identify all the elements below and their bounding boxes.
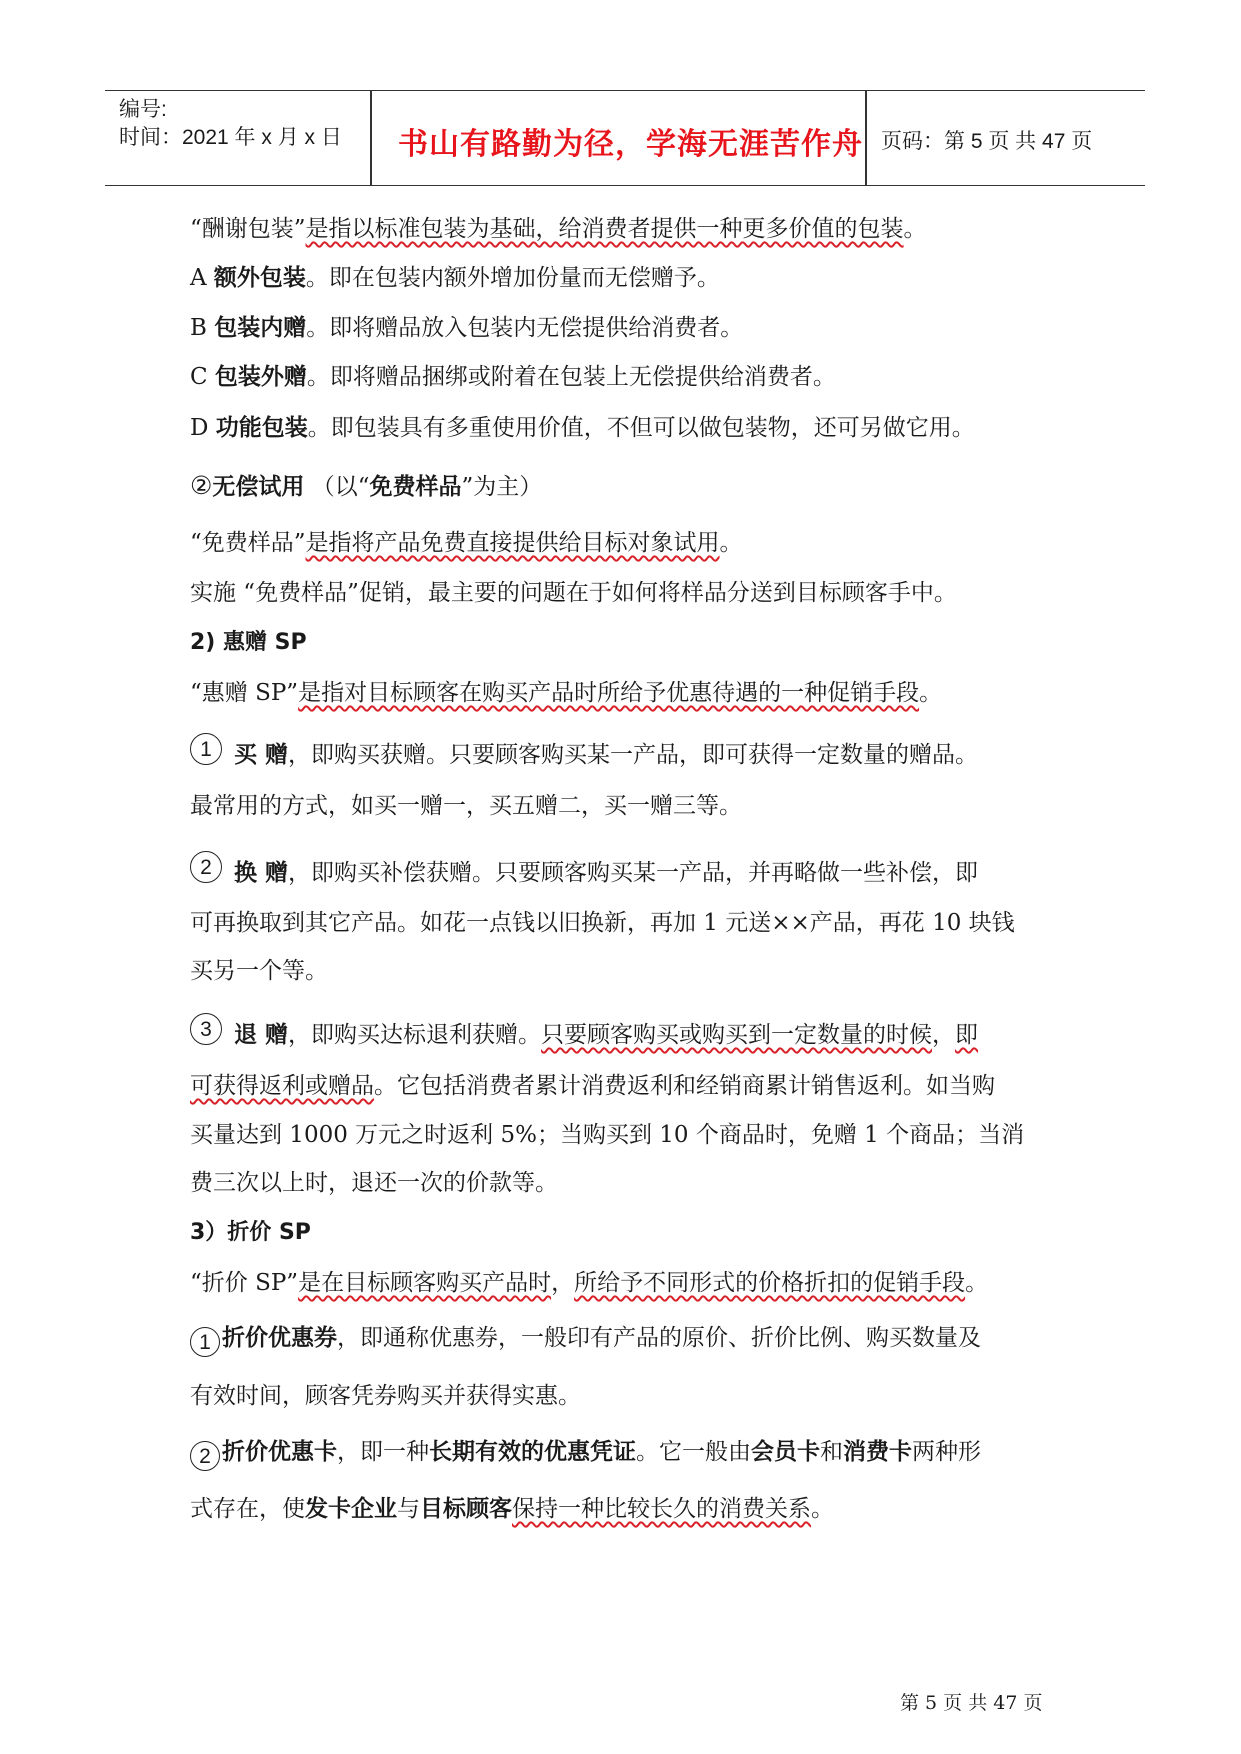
term: “酬谢包装” — [190, 216, 306, 242]
paragraph — [190, 1323, 1090, 1357]
circled-number: 1 — [190, 733, 222, 765]
paragraph — [190, 1437, 1090, 1471]
bold-term: 消费卡 — [843, 1439, 912, 1465]
term: “折价 SP” — [190, 1270, 299, 1296]
paragraph — [190, 733, 1090, 770]
term: “免费样品” — [190, 530, 306, 556]
bold-term: 长期有效的优惠凭证 — [429, 1439, 636, 1465]
text: ， — [932, 1022, 956, 1048]
bold-term: 买 赠 — [234, 742, 289, 768]
text: ，即通称优惠券，一般印有产品的原价、折价比例、购买数量及 — [337, 1325, 981, 1351]
underlined-text: 只要顾客购买或购买到一定数量的时候 — [541, 1022, 933, 1048]
bold-term: 发卡企业 — [305, 1496, 397, 1522]
text: A — [190, 265, 214, 291]
underlined-text: 是指以标准包装为基础，给消费者提供一种更多价值的包装 — [305, 216, 904, 242]
paragraph — [190, 313, 1090, 343]
text: ，即购买补偿获赠。只要顾客购买某一产品，并再略做一些补偿，即 — [288, 860, 979, 886]
document-number-label: 编号: — [119, 98, 167, 121]
text: 。 — [965, 1270, 989, 1296]
text: 。即将赠品捆绑或附着在包装上无偿提供给消费者。 — [306, 364, 836, 390]
paragraph: 实施 “免费样品”促销，最主要的问题在于如何将样品分送到目标顾客手中。 — [190, 580, 957, 606]
text: ”为主） — [461, 474, 543, 500]
text: 。即包装具有多重使用价值，不但可以做包装物，还可另做它用。 — [307, 415, 975, 441]
paragraph: 买量达到 1000 万元之时返利 5%；当购买到 10 个商品时，免赠 1 个商品；当消 — [190, 1122, 1025, 1148]
document-time-label: 时间：2021 年 x 月 x 日 — [119, 126, 342, 149]
text: 。即将赠品放入包装内无偿提供给消费者。 — [306, 315, 744, 341]
bold-term: 功能包装 — [215, 415, 308, 441]
section-heading: 3）折价 SP — [190, 1220, 311, 1245]
text: 。它一般由 — [636, 1439, 751, 1465]
paragraph: 可再换取到其它产品。如花一点钱以旧换新，再加 1 元送××产品，再花 10 块钱 — [190, 910, 1015, 936]
paragraph — [190, 362, 1090, 392]
underlined-text: 是在目标顾客购买产品时 — [298, 1270, 552, 1296]
bold-term: 免费样品 — [369, 474, 462, 500]
paragraph — [190, 1071, 1090, 1101]
text: 。即在包装内额外增加份量而无偿赠予。 — [305, 265, 720, 291]
text: 与 — [397, 1496, 420, 1522]
circled-number: 3 — [190, 1013, 222, 1045]
bold-term: 无偿试用 — [212, 474, 305, 500]
bold-term: 目标顾客 — [420, 1496, 512, 1522]
text: （以“ — [304, 474, 370, 500]
circled-number: 2 — [190, 851, 222, 883]
text: C — [190, 364, 215, 390]
underlined-text: 所给予不同形式的价格折扣的促销手段 — [574, 1270, 966, 1296]
paragraph: 买另一个等。 — [190, 958, 328, 984]
text: 。 — [811, 1496, 834, 1522]
paragraph — [190, 678, 1090, 708]
paragraph — [190, 1268, 1090, 1298]
underlined-text: 是指将产品免费直接提供给目标对象试用 — [305, 530, 720, 556]
text: 。它包括消费者累计消费返利和经销商累计销售返利。如当购 — [374, 1073, 995, 1099]
page-footer: 第 5 页 共 47 页 — [900, 1692, 1043, 1714]
paragraph — [190, 214, 1090, 244]
bold-term: 折价优惠卡 — [222, 1439, 337, 1465]
text: 两种形 — [912, 1439, 981, 1465]
header-left-cell — [105, 91, 370, 185]
paragraph: 最常用的方式，如买一赠一，买五赠二，买一赠三等。 — [190, 793, 742, 819]
header-center-cell — [372, 91, 865, 185]
paragraph — [190, 851, 1090, 888]
text: D — [190, 415, 216, 441]
text: ，即一种 — [337, 1439, 429, 1465]
underlined-text: 即 — [955, 1022, 979, 1048]
bold-term: 退 赠 — [234, 1022, 289, 1048]
paragraph — [190, 471, 1090, 502]
bold-term: 换 赠 — [234, 860, 289, 886]
circled-number: 2 — [190, 1441, 220, 1471]
bold-term: 包装内赠 — [214, 315, 307, 341]
header-right-cell — [867, 91, 1145, 185]
bold-term: 会员卡 — [751, 1439, 820, 1465]
paragraph — [190, 413, 1090, 443]
header-page-label: 页码：第 5 页 共 47 页 — [881, 130, 1093, 153]
section-heading: 2) 惠赠 SP — [190, 630, 307, 655]
bold-term: 额外包装 — [213, 265, 306, 291]
text: 。 — [919, 680, 943, 706]
paragraph — [190, 263, 1090, 293]
paragraph — [190, 528, 1090, 558]
text: 。 — [903, 216, 927, 242]
circled-number: 1 — [190, 1327, 220, 1357]
term: “惠赠 SP” — [190, 680, 299, 706]
document-header — [105, 90, 1145, 186]
text: ，即购买达标退利获赠。 — [288, 1022, 542, 1048]
underlined-text: 是指对目标顾客在购买产品时所给予优惠待遇的一种促销手段 — [298, 680, 920, 706]
circled-number: ② — [190, 471, 213, 500]
paragraph: 有效时间，顾客凭券购买并获得实惠。 — [190, 1383, 581, 1409]
text: 。 — [719, 530, 743, 556]
text: ， — [551, 1270, 575, 1296]
text: 式存在，使 — [190, 1496, 305, 1522]
text: ，即购买获赠。只要顾客购买某一产品，即可获得一定数量的赠品。 — [288, 742, 979, 768]
header-motto: 书山有路勤为径，学海无涯苦作舟 — [398, 127, 863, 162]
text: B — [190, 315, 215, 341]
bold-term: 包装外赠 — [214, 364, 307, 390]
underlined-text: 保持一种比较长久的消费关系 — [512, 1496, 811, 1522]
paragraph: 费三次以上时，退还一次的价款等。 — [190, 1170, 558, 1196]
underlined-text: 可获得返利或赠品 — [190, 1073, 374, 1099]
paragraph — [190, 1494, 1090, 1524]
paragraph — [190, 1013, 1090, 1050]
bold-term: 折价优惠券 — [222, 1325, 337, 1351]
text: 和 — [820, 1439, 843, 1465]
